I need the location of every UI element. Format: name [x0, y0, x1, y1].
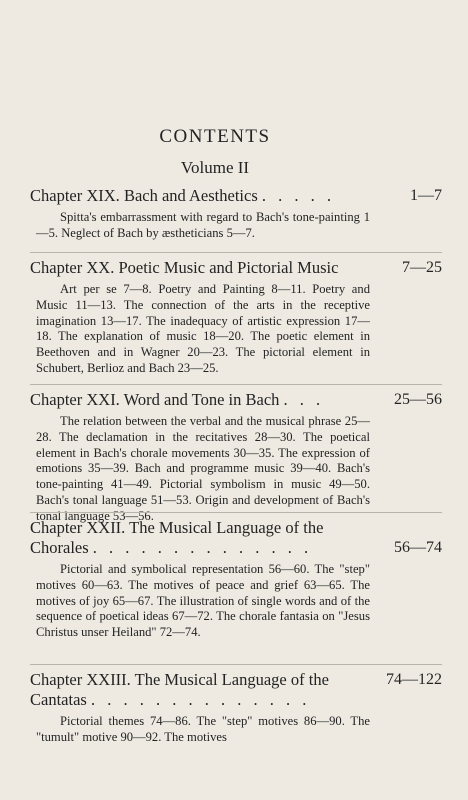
- chapter-title: Bach and Aesthetics: [123, 186, 258, 205]
- divider: [30, 252, 442, 253]
- chapter-summary: [30, 414, 370, 525]
- chapter-entry: [30, 186, 442, 242]
- chapter-pages: 1—7: [410, 187, 442, 204]
- chapter-pages: 7—25: [402, 259, 442, 276]
- dot-leader: . . . . . . . . . . . . . .: [90, 690, 311, 709]
- summary-text: Art per se 7—8. Poetry and Painting 8—11. Poetry and Music 11—13. The connection of the arts in the receptive imagination 13—17. The inadequacy of artistic expression 17—18. The explanation of music 18—20. The poetic element in Beethoven and in Wagner 20—23. The pictorial element in Schubert, Berlioz and Bach 23—25.: [36, 282, 370, 375]
- chapter-label: Chapter XXII.: [30, 518, 126, 537]
- summary-text: Pictorial themes 74—86. The "step" motives 86—90. The "tumult" motive 90—92. The motives: [36, 714, 370, 744]
- summary-text: Pictorial and symbolical representation 56—60. The "step" motives 60—63. The motives of peace and grief 63—65. The motives of joy 65—67. The illustration of single words and of the sequence of poetical ideas 67—72. The chorale fantasia on "Jesus Christus unser Heiland" 72—74.: [36, 562, 370, 640]
- chapter-entry: [30, 390, 442, 525]
- volume-heading: Volume II: [180, 158, 250, 177]
- divider: [30, 664, 442, 665]
- chapter-entry: [30, 670, 442, 746]
- contents-heading: CONTENTS: [159, 126, 271, 147]
- chapter-title-continued: Cantatas: [30, 690, 87, 709]
- chapter-title-continued: Chorales: [30, 538, 89, 557]
- divider: [30, 384, 442, 385]
- divider: [30, 512, 442, 513]
- chapter-title: Word and Tone in Bach: [123, 390, 280, 409]
- chapter-heading: [30, 518, 442, 558]
- chapter-pages: 74—122: [386, 671, 442, 688]
- chapter-label: Chapter XIX.: [30, 186, 120, 205]
- summary-text: The relation between the verbal and the musical phrase 25—28. The declamation in the recitatives 28—30. The poetical element in Bach's chorale movements 30—35. The expression of emotions 35—39. Bach and programme music 39—40. Bach's tone-painting 41—49. Pictorial symbolism in music 49—50. Bach's tonal language 51—53. Origin and development of Bach's tonal language 53—56.: [36, 414, 370, 523]
- chapter-entry: [30, 518, 442, 641]
- chapter-label: Chapter XXI.: [30, 390, 120, 409]
- chapter-pages: 56—74: [394, 539, 442, 556]
- dot-leader: . . . . .: [261, 186, 335, 205]
- chapter-label: Chapter XX.: [30, 258, 115, 277]
- chapter-summary: [30, 562, 370, 641]
- chapter-title: The Musical Language of the: [134, 670, 329, 689]
- chapter-summary: [30, 282, 370, 377]
- chapter-label: Chapter XXIII.: [30, 670, 131, 689]
- chapter-entry: [30, 258, 442, 377]
- chapter-heading: [30, 390, 442, 410]
- summary-text: Spitta's embarrassment with regard to Bach's tone-painting 1—5. Neglect of Bach by æstheticians 5—7.: [36, 210, 370, 240]
- chapter-summary: [30, 210, 370, 242]
- chapter-heading: [30, 186, 442, 206]
- dot-leader: . . . . . . . . . . . . . .: [92, 538, 313, 557]
- chapter-pages: 25—56: [394, 391, 442, 408]
- chapter-title: The Musical Language of the: [129, 518, 324, 537]
- chapter-heading: [30, 258, 442, 278]
- chapter-title: Poetic Music and Pictorial Music: [118, 258, 339, 277]
- dot-leader: . . .: [283, 390, 325, 409]
- chapter-summary: [30, 714, 370, 746]
- chapter-heading: [30, 670, 442, 710]
